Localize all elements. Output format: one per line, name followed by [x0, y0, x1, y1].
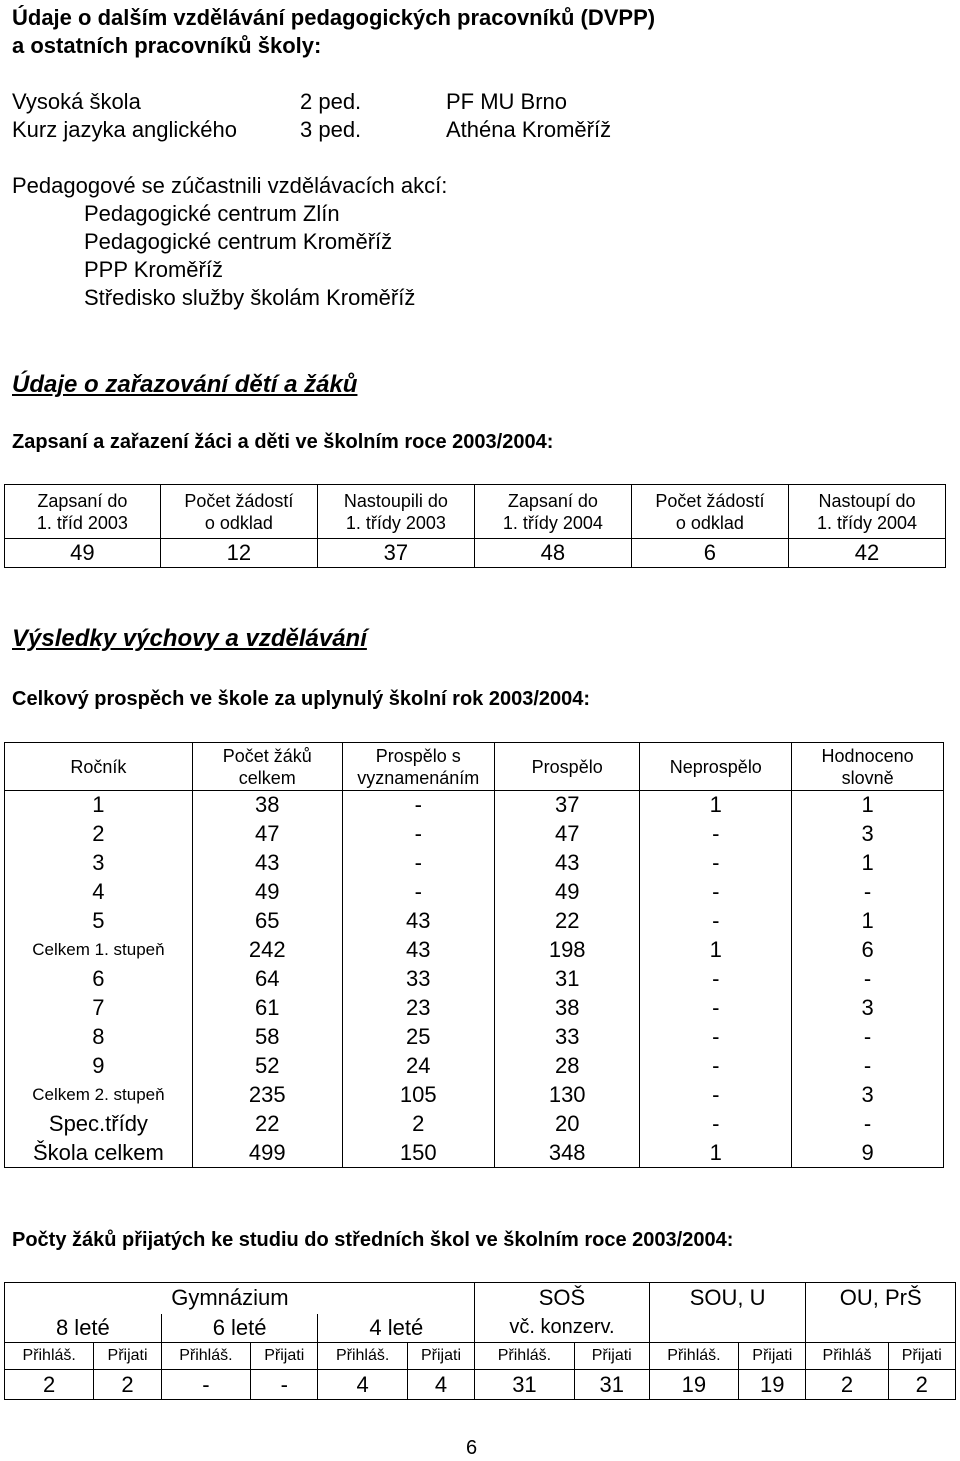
header-cell: Nastoupí do 1. třídy 2004	[788, 485, 945, 539]
table-row	[5, 936, 944, 965]
action-item: Pedagogické centrum Zlín	[84, 201, 340, 226]
dvpp-row-place: Athéna Kroměříž	[446, 117, 612, 142]
table-cell: 1	[640, 1139, 792, 1168]
table-cell: -	[640, 907, 792, 936]
table-cell: 8	[5, 1023, 193, 1052]
table-cell: 130	[494, 1081, 639, 1110]
table-cell: 49	[192, 878, 342, 907]
table-cell: 3	[5, 849, 193, 878]
value-cell: 12	[160, 539, 317, 568]
col-label: Přijati	[739, 1343, 806, 1370]
table-cell: 499	[192, 1139, 342, 1168]
value-cell: 4	[407, 1370, 474, 1400]
enrollment-section-title: Údaje o zařazování dětí a žáků	[12, 371, 358, 398]
header-cell: Hodnoceno slovně	[792, 743, 944, 791]
value-cell: 4	[318, 1370, 407, 1400]
table-cell: -	[640, 1052, 792, 1081]
table-row	[5, 849, 944, 878]
dvpp-row-count: 2 ped.	[300, 89, 362, 114]
enrollment-subtitle: Zapsaní a zařazení žáci a děti ve školním roce 2003/2004:	[12, 431, 554, 453]
table-cell: 1	[5, 791, 193, 820]
table-cell: -	[792, 878, 944, 907]
subheader-6-lete: 6 leté	[161, 1314, 318, 1343]
table-cell: -	[342, 791, 494, 820]
table-cell: 43	[342, 936, 494, 965]
table-row	[5, 1023, 944, 1052]
value-cell: -	[251, 1370, 318, 1400]
table-cell: -	[342, 878, 494, 907]
secondary-subheader-row	[5, 1314, 956, 1343]
table-cell: 235	[192, 1081, 342, 1110]
table-cell: 49	[494, 878, 639, 907]
group-header-ou: OU, PrŠ	[806, 1283, 956, 1314]
value-cell: 49	[5, 539, 161, 568]
table-cell: 20	[494, 1110, 639, 1139]
col-label: Přihláš.	[318, 1343, 407, 1370]
group-header-sou: SOU, U	[649, 1283, 806, 1314]
value-cell: 48	[474, 539, 631, 568]
action-item: PPP Kroměříž	[84, 257, 223, 282]
table-cell: 22	[192, 1110, 342, 1139]
table-cell: -	[342, 820, 494, 849]
header-cell: Prospělo s vyznamenáním	[342, 743, 494, 791]
table-cell: 65	[192, 907, 342, 936]
table-cell: 348	[494, 1139, 639, 1168]
secondary-label-row	[5, 1343, 956, 1370]
header-cell: Nastoupili do 1. třídy 2003	[317, 485, 474, 539]
page-number: 6	[466, 1437, 478, 1459]
table-cell: 3	[792, 1081, 944, 1110]
dvpp-row-place: PF MU Brno	[446, 89, 568, 114]
col-label: Přihláš.	[475, 1343, 574, 1370]
col-label: Přihláš.	[5, 1343, 94, 1370]
header-cell: Prospělo	[494, 743, 639, 791]
table-cell: 22	[494, 907, 639, 936]
table-cell: 3	[792, 994, 944, 1023]
table-cell: 33	[342, 965, 494, 994]
table-row	[5, 820, 944, 849]
col-label: Přihláš	[806, 1343, 888, 1370]
value-cell: 31	[574, 1370, 649, 1400]
enrollment-header-row	[5, 485, 946, 539]
table-cell: 37	[494, 791, 639, 820]
value-cell: 42	[788, 539, 945, 568]
header-cell: Počet žádostí o odklad	[160, 485, 317, 539]
table-cell: -	[640, 1110, 792, 1139]
value-cell: 2	[888, 1370, 956, 1400]
table-cell: 23	[342, 994, 494, 1023]
table-row	[5, 965, 944, 994]
table-cell: 1	[792, 907, 944, 936]
results-table	[4, 742, 944, 1168]
results-subtitle: Celkový prospěch ve škole za uplynulý školní rok 2003/2004:	[12, 688, 591, 710]
table-cell: 1	[792, 849, 944, 878]
action-item: Pedagogické centrum Kroměříž	[84, 229, 393, 254]
table-row	[5, 791, 944, 820]
group-header-gymnazium: Gymnázium	[161, 1283, 474, 1314]
table-cell: -	[640, 1081, 792, 1110]
table-cell: 2	[5, 820, 193, 849]
value-cell: 2	[94, 1370, 161, 1400]
table-cell: -	[640, 820, 792, 849]
value-cell: 6	[631, 539, 788, 568]
dvpp-row-count: 3 ped.	[300, 117, 362, 142]
table-row	[5, 1139, 944, 1168]
header-cell: Počet žádostí o odklad	[631, 485, 788, 539]
results-header-row	[5, 743, 944, 791]
dvpp-row-name: Kurz jazyka anglického	[12, 117, 238, 142]
table-row	[5, 878, 944, 907]
header-cell: Zapsaní do 1. třídy 2004	[474, 485, 631, 539]
results-section-title: Výsledky výchovy a vzdělávání	[12, 625, 367, 652]
table-cell: 31	[494, 965, 639, 994]
table-cell: 5	[5, 907, 193, 936]
table-row	[5, 1110, 944, 1139]
table-cell: 1	[640, 791, 792, 820]
col-label: Přijati	[407, 1343, 474, 1370]
table-row	[5, 907, 944, 936]
table-cell: Celkem 2. stupeň	[5, 1081, 193, 1110]
dvpp-row-name: Vysoká škola	[12, 89, 141, 114]
enrollment-table	[4, 484, 946, 568]
col-label: Přihláš.	[649, 1343, 738, 1370]
table-cell: 9	[792, 1139, 944, 1168]
value-cell: 31	[475, 1370, 574, 1400]
subheader-konzerv: vč. konzerv.	[475, 1314, 650, 1343]
table-cell: 242	[192, 936, 342, 965]
header-cell: Zapsaní do 1. tříd 2003	[5, 485, 161, 539]
secondary-group-row	[5, 1283, 956, 1314]
subheader-4-lete: 4 leté	[318, 1314, 475, 1343]
table-cell: -	[792, 1110, 944, 1139]
secondary-value-row	[5, 1370, 956, 1400]
table-cell: -	[640, 849, 792, 878]
table-cell: 33	[494, 1023, 639, 1052]
action-item: Středisko služby školám Kroměříž	[84, 285, 416, 310]
dvpp-heading-line2: a ostatních pracovníků školy:	[12, 33, 322, 58]
table-cell: -	[640, 878, 792, 907]
table-cell: 1	[792, 791, 944, 820]
table-cell: 43	[342, 907, 494, 936]
table-cell: -	[342, 849, 494, 878]
table-cell: -	[640, 965, 792, 994]
table-cell: 47	[192, 820, 342, 849]
group-header-sos: SOŠ	[475, 1283, 650, 1314]
table-cell: Celkem 1. stupeň	[5, 936, 193, 965]
table-row	[5, 1081, 944, 1110]
table-cell: 61	[192, 994, 342, 1023]
table-cell: -	[792, 965, 944, 994]
dvpp-heading-line1: Údaje o dalším vzdělávání pedagogických pracovníků (DVPP)	[12, 5, 656, 30]
table-cell: 43	[494, 849, 639, 878]
header-cell: Ročník	[5, 743, 193, 791]
col-label: Přijati	[888, 1343, 956, 1370]
table-cell: 3	[792, 820, 944, 849]
value-cell: 19	[649, 1370, 738, 1400]
table-row	[5, 994, 944, 1023]
col-label: Přijati	[574, 1343, 649, 1370]
table-cell: 38	[192, 791, 342, 820]
subheader-8-lete: 8 leté	[5, 1314, 162, 1343]
table-cell: 7	[5, 994, 193, 1023]
value-cell: 2	[806, 1370, 888, 1400]
value-cell: -	[161, 1370, 250, 1400]
enrollment-value-row	[5, 539, 946, 568]
table-cell: 6	[792, 936, 944, 965]
table-cell: -	[640, 1023, 792, 1052]
col-label: Přijati	[251, 1343, 318, 1370]
table-cell: 6	[5, 965, 193, 994]
header-cell: Neprospělo	[640, 743, 792, 791]
table-cell: -	[792, 1052, 944, 1081]
table-cell: -	[792, 1023, 944, 1052]
header-cell: Počet žáků celkem	[192, 743, 342, 791]
value-cell: 37	[317, 539, 474, 568]
table-row	[5, 1052, 944, 1081]
table-cell: Škola celkem	[5, 1139, 193, 1168]
secondary-table	[4, 1282, 956, 1400]
table-cell: 25	[342, 1023, 494, 1052]
table-cell: Spec.třídy	[5, 1110, 193, 1139]
table-cell: 198	[494, 936, 639, 965]
table-cell: 9	[5, 1052, 193, 1081]
table-cell: 43	[192, 849, 342, 878]
col-label: Přihláš.	[161, 1343, 250, 1370]
table-cell: 52	[192, 1052, 342, 1081]
table-cell: 24	[342, 1052, 494, 1081]
secondary-subtitle: Počty žáků přijatých ke studiu do středních škol ve školním roce 2003/2004:	[12, 1229, 734, 1251]
table-cell: 105	[342, 1081, 494, 1110]
table-cell: 38	[494, 994, 639, 1023]
table-cell: 150	[342, 1139, 494, 1168]
table-cell: 2	[342, 1110, 494, 1139]
table-cell: 4	[5, 878, 193, 907]
actions-intro: Pedagogové se zúčastnili vzdělávacích akcí:	[12, 173, 448, 198]
table-cell: 58	[192, 1023, 342, 1052]
table-cell: 64	[192, 965, 342, 994]
table-cell: 28	[494, 1052, 639, 1081]
col-label: Přijati	[94, 1343, 161, 1370]
table-cell: 47	[494, 820, 639, 849]
value-cell: 19	[739, 1370, 806, 1400]
table-cell: 1	[640, 936, 792, 965]
table-cell: -	[640, 994, 792, 1023]
value-cell: 2	[5, 1370, 94, 1400]
